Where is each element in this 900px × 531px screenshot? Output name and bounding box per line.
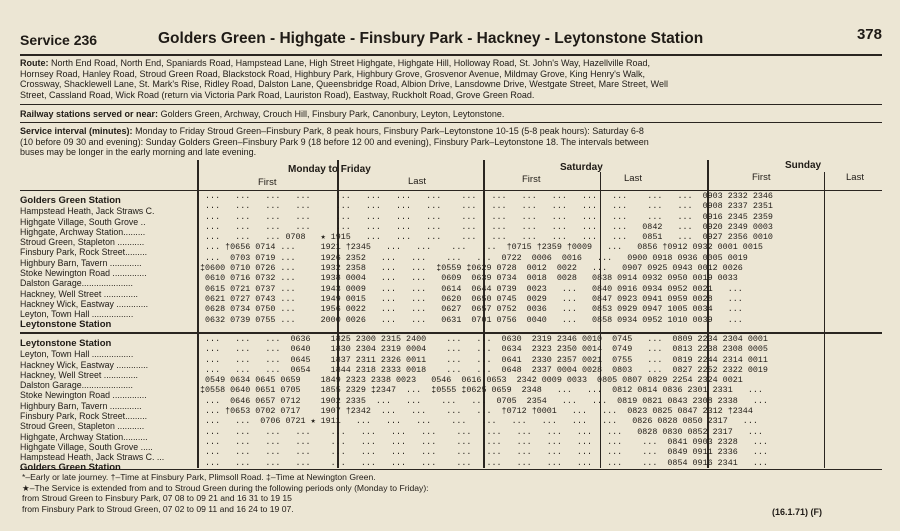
stop-name: Stroud Green, Stapleton ........... bbox=[20, 237, 145, 248]
stop-name: Leyton, Town Hall ................. bbox=[20, 349, 134, 360]
stop-name: Hackney Wick, Eastway ............. bbox=[20, 298, 149, 309]
route-block bbox=[20, 58, 882, 100]
stop-name: Golders Green Station bbox=[20, 461, 121, 473]
time-row: ... ... ... 0645 1837 2311 2326 0011 ... ... 0641 2330 2357 0021 0755 ... 0819 2244 2314 0011 bbox=[200, 354, 768, 365]
service-number: Service 236 bbox=[20, 32, 98, 48]
stop-name: Dalston Garage..................... bbox=[20, 278, 133, 289]
time-row: 0621 0727 0743 ... 1949 0015 ... ... 0620 0650 0745 0029 ... 0847 0923 0941 0959 0028 ... bbox=[200, 293, 743, 304]
time-row: ... ... ... ... ... ... ... ... ... ... ... ... ... ... ... ... 0916 2345 2359 bbox=[200, 211, 773, 222]
time-row: ... ... ... ... ... ... ... ... ... ... ... ... ... ... ... 0849 0911 2336 ... bbox=[200, 447, 768, 458]
outbound-times bbox=[200, 191, 773, 325]
time-row: 0615 0721 0737 ... 1943 0009 ... ... 0614 0644 0739 0023 ... 0840 0916 0934 0952 0021 ... bbox=[200, 283, 743, 294]
time-row: ... ... ... 0636 1825 2300 2315 2400 ... ... 0630 2319 2346 0010 0745 ... 0809 2234 2304 0001 bbox=[200, 334, 768, 344]
railway-block bbox=[20, 109, 882, 120]
heading-sunday: Sunday bbox=[785, 160, 822, 171]
route-title: Golders Green - Highgate - Finsbury Park - Hackney - Leytonstone Station bbox=[158, 30, 704, 47]
time-row: ... 0646 0657 0712 1902 2335 ... ... ... ... 0705 2354 ... ... 0819 0821 0843 2308 2338 ... bbox=[200, 395, 768, 406]
route-text: North End Road, North End, Spaniards Road, Hampstead Lane, High Street Highgate, Highgate Hill, Holloway Road, St. John's Way, Hazellville Road, Hornsey Road, Hanley Road, Stroud Green Road, Blackstock Road, Highbury Park, Highbury Grove, Grosvenor Avenue, Mildmay Grove, King Henry's Walk, Crossway, Shacklewell Lane, St. Mark's Rise, Ridley Road, Dalston Lane, Queensbridge Road, Albion Drive, Lansdowne Drive, Westgate Street, Mare Street, Well Street, Cassland Road, Wick Road (return via Victoria Park Road, Lauriston Road), Eastway, Ruckholt Road, Grove Green Road. bbox=[20, 58, 669, 100]
time-row: ... ... 0706 0721 ★ 1911 ... ... ... ... ... ... ... ... ... 0826 0828 0850 2317 ... bbox=[200, 416, 758, 427]
heading-sat-first: First bbox=[522, 174, 541, 185]
stop-name: Highgate, Archway Station......... bbox=[20, 226, 146, 237]
stop-name: Dalston Garage..................... bbox=[20, 380, 133, 391]
inbound-stops bbox=[20, 339, 190, 473]
column-rule-stations bbox=[197, 160, 199, 468]
stop-name: Leytonstone Station bbox=[20, 318, 112, 330]
heading-sun-last: Last bbox=[846, 172, 864, 183]
page-header bbox=[20, 22, 882, 52]
heading-saturday: Saturday bbox=[560, 162, 603, 173]
stop-name: Highbury Barn, Tavern ............. bbox=[20, 257, 142, 268]
stop-name: Hampstead Heath, Jack Straws C. ... bbox=[20, 452, 165, 463]
footnotes: *–Early or late journey. †–Time at Finsbury Park, Plimsoll Road. ‡–Time at Newington Green. ★–The Service is extended from and to Stroud Green during the following periods only (Monday to Friday): from Stroud Green to Finsbury Park, 07 08 to 09 21 and 16 31 to 19 15 from Finsbury Park to Stroud Green, 07 02 to 09 11 and 16 24 to 19 07. bbox=[22, 472, 429, 514]
stop-name: Finsbury Park, Rock Street......... bbox=[20, 247, 148, 258]
time-row: ... ... ... ... ... ... ... ... ... ... ... ... ... ... ... ... 0903 2332 2346 bbox=[200, 191, 773, 201]
header-rule bbox=[20, 54, 882, 56]
stop-name: Highgate, Archway Station.......... bbox=[20, 431, 148, 442]
stop-name: Hackney, Well Street .............. bbox=[20, 288, 138, 299]
time-row: ... ... ... ... ... ... ... ... ... ... ... ... ... ... 0828 0830 0852 2317 ... bbox=[200, 426, 763, 437]
time-row: ‡0558 0640 0651 0705 1855 2329 ‡2347 ... ‡0555 ‡0625 0659 2348 ... ... 0812 0814 0836 2301 2331 ... bbox=[200, 385, 763, 396]
time-row: ... ... ... 0654 1844 2318 2333 0018 ... ... 0648 2337 0004 0028 0803 ... 0827 2252 2322 0019 bbox=[200, 364, 768, 375]
stop-name: Hackney Wick, Eastway ............. bbox=[20, 359, 149, 370]
railway-label: Railway stations served or near: bbox=[20, 109, 159, 119]
column-rule-sun-divider bbox=[824, 172, 825, 468]
time-row: 0628 0734 0750 ... 1956 0022 ... ... 0627 0657 0752 0036 ... 0853 0929 0947 1005 0034 ... bbox=[200, 304, 743, 315]
time-row: ... ... ... ... ... ... ... ... ... ... ... ... ... ... 0842 ... 0920 2349 0003 bbox=[200, 221, 773, 232]
time-row: 0549 0634 0645 0659 1849 2323 2338 0023 0546 0616 0653 2342 0009 0033 0805 0807 0829 2254 2324 0021 bbox=[200, 375, 743, 386]
stop-name: Finsbury Park, Rock Street......... bbox=[20, 411, 148, 422]
stop-name: Leyton, Town Hall ................. bbox=[20, 309, 134, 320]
stop-name: Highbury Barn, Tavern ............. bbox=[20, 400, 142, 411]
heading-monday-friday: Monday to Friday bbox=[288, 164, 371, 175]
route-rule bbox=[20, 104, 882, 105]
time-row: ... ... ... ... ... ... ... ... ... ... ... ... ... ... ... ... 0908 2337 2351 bbox=[200, 201, 773, 212]
inbound-times bbox=[200, 334, 768, 468]
interval-label: Service interval (minutes): bbox=[20, 126, 133, 136]
heading-mf-last: Last bbox=[408, 176, 426, 187]
heading-sat-last: Last bbox=[624, 173, 642, 184]
stop-name: Stoke Newington Road .............. bbox=[20, 268, 147, 279]
time-row: ... †0653 0702 0717 1907 †2342 ... ... ... ... †0712 †0001 ... ... 0823 0825 0847 2312 †2344 bbox=[200, 406, 753, 417]
heading-mf-first: First bbox=[258, 177, 277, 188]
time-row: 0610 0716 0732 ... 1938 0004 ... ... 0609 0639 0734 0018 0028 0838 0914 0932 0950 0019 0033 bbox=[200, 273, 738, 284]
time-row: ... ... ... ... ... ... ... ... ... ... ... ... ... ... ... 0854 0916 2341 ... bbox=[200, 457, 768, 468]
railway-text: Golders Green, Archway, Crouch Hill, Finsbury Park, Canonbury, Leyton, Leytonstone. bbox=[160, 109, 505, 119]
route-label: Route: bbox=[20, 58, 49, 68]
stop-name: Hampstead Heath, Jack Straws C. bbox=[20, 206, 155, 217]
stop-name: Golders Green Station bbox=[20, 196, 121, 206]
edition-code: (16.1.71) (F) bbox=[772, 507, 823, 517]
time-row: ... ... ... 0640 1830 2304 2319 0004 ... ... 0634 2323 2350 0014 0749 ... 0813 2238 2308 0005 bbox=[200, 344, 768, 355]
stop-name: Leytonstone Station bbox=[20, 339, 112, 349]
stop-name: Stroud Green, Stapleton ........... bbox=[20, 421, 145, 432]
time-row: ... †0656 0714 ... 1921 †2345 ... ... ... ... †0715 †2359 †0009 ... 0856 †0912 0932 0001 0015 bbox=[200, 242, 763, 253]
stop-name: Highgate Village, South Grove ..... bbox=[20, 441, 153, 452]
time-row: ... 0703 0719 ... 1926 2352 ... ... ... ... 0722 0006 0016 ... 0900 0918 0936 0005 0019 bbox=[200, 252, 748, 263]
interval-text: Monday to Friday Stroud Green–Finsbury Park, 8 peak hours, Finsbury Park–Leytonstone 10-15 (5-8 peak hours): Saturday 6-8 (10 before 09 30 and evening): Sunday Golders Green–Finsbury Park 9 (18 before 12 00 and evening), Finsbury Park–Leytonstone 18. The intervals between buses may be longer in the early morning and late evening. bbox=[20, 126, 649, 157]
outbound-stops bbox=[20, 196, 190, 330]
stop-name: Hackney, Well Street .............. bbox=[20, 369, 138, 380]
heading-sun-first: First bbox=[752, 172, 771, 183]
interval-block bbox=[20, 126, 882, 158]
time-row: ... ... ... 0708 ★ 1915 ... ... ... ... ... ... ... ... ... 0851 ... 0927 2356 0010 bbox=[200, 232, 773, 243]
time-row: 0632 0739 0755 ... 2000 0026 ... ... 0631 0701 0756 0040 ... 0858 0934 0952 1010 0039 ... bbox=[200, 314, 743, 325]
page-number: 378 bbox=[856, 26, 882, 43]
time-row: ... ... ... ... ... ... ... ... ... ... ... ... ... ... ... 0841 0903 2328 ... bbox=[200, 436, 768, 447]
stop-name: Stoke Newington Road .............. bbox=[20, 390, 147, 401]
railway-rule bbox=[20, 122, 882, 123]
time-row: ‡0600 0710 0726 ... 1932 2358 ... ... ‡0559 ‡0629 0728 0012 0022 ... 0907 0925 0943 0012 0026 bbox=[200, 263, 743, 274]
stop-name: Highgate Village, South Grove .. bbox=[20, 216, 146, 227]
